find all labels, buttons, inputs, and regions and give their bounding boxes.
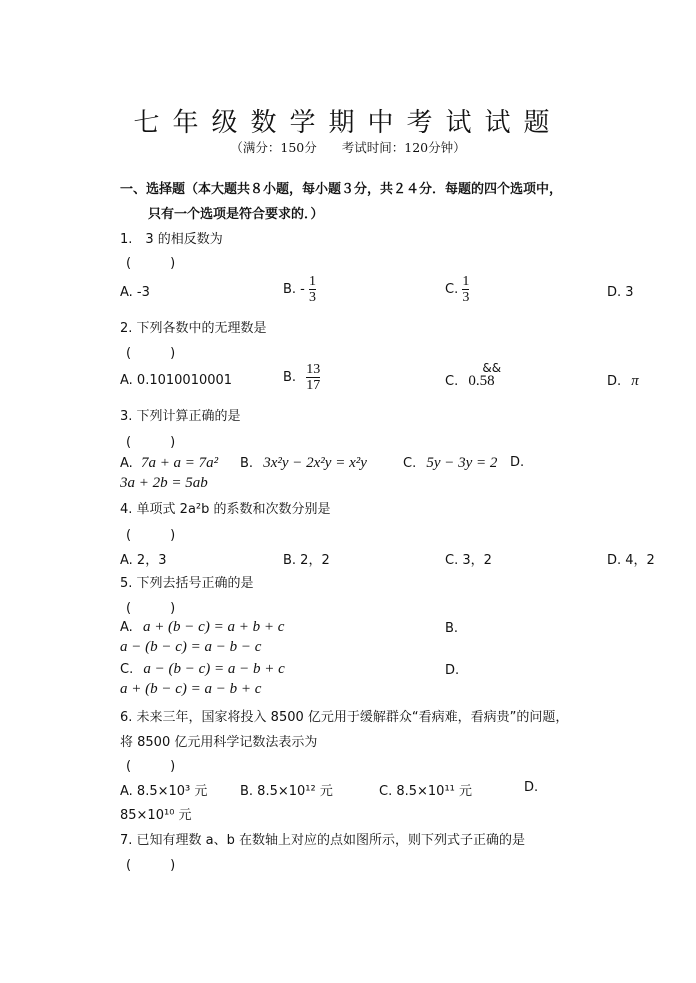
q5-option-a-prefix: A.: [120, 620, 133, 635]
q1-option-b-fraction: [309, 274, 316, 305]
fraction-denominator: 3: [462, 290, 470, 305]
section-heading-cont: 只有一个选项是符合要求的．）: [148, 207, 324, 222]
q3-answer-bracket: ( ): [126, 435, 176, 450]
q4-option-c: C. 3，2: [445, 553, 492, 568]
q2-option-c-prefix: C.: [445, 374, 459, 389]
q5-option-c: [120, 661, 285, 678]
q5-option-c-expr: a − (b − c) = a − b + c: [143, 661, 285, 677]
q2-option-a: A. 0.1010010001: [120, 373, 233, 388]
q2-answer-bracket: ( ): [126, 346, 176, 361]
fraction-numerator: 13: [306, 362, 321, 377]
pi-symbol: π: [631, 373, 639, 389]
q6-option-d-value: 85×10¹⁰ 元: [120, 808, 192, 823]
fraction-denominator: 3: [309, 290, 317, 305]
q4-stem: 4. 单项式 2a²b 的系数和次数分别是: [120, 502, 331, 517]
q1-option-c-fraction: [462, 274, 469, 305]
q3-option-a-prefix: A.: [120, 456, 133, 471]
q1-option-b: [283, 274, 316, 305]
exam-info: （满分：150分 考试时间：120分钟）: [230, 140, 466, 155]
q3-stem: 3. 下列计算正确的是: [120, 409, 241, 424]
q2-option-c-value: 0.58: [468, 373, 495, 389]
q1-option-c: [445, 274, 469, 305]
q1-answer-bracket: ( ): [126, 256, 176, 271]
q3-option-c-prefix: C.: [403, 456, 417, 471]
q2-option-c: [445, 361, 502, 390]
q7-stem: 7. 已知有理数 a、b 在数轴上对应的点如图所示，则下列式子正确的是: [120, 833, 526, 848]
q4-option-b: B. 2，2: [283, 553, 330, 568]
q5-option-a-expr: a + (b − c) = a + b + c: [142, 619, 285, 635]
q5-option-a: [120, 619, 284, 636]
q2-option-b-prefix: B.: [283, 370, 297, 385]
q5-option-c-prefix: C.: [120, 662, 134, 677]
q1-option-a: A. -3: [120, 285, 150, 300]
q3-option-a: [120, 455, 218, 472]
q5-answer-bracket: ( ): [126, 601, 176, 616]
q6-option-c: C. 8.5×10¹¹ 元: [379, 784, 473, 799]
fraction-numerator: 1: [309, 274, 317, 289]
q3-option-d-prefix: D.: [510, 455, 525, 470]
q3-option-c: [403, 455, 497, 472]
q6-answer-bracket: ( ): [126, 759, 176, 774]
q6-stem-line1: 6. 未来三年，国家将投入 8500 亿元用于缓解群众“看病难，看病贵”的问题，: [120, 710, 569, 725]
q6-option-a: A. 8.5×10³ 元: [120, 784, 208, 799]
q1-option-b-prefix: B. -: [283, 282, 305, 297]
q5-option-d-expr: a + (b − c) = a − b + c: [120, 681, 262, 697]
page-title: 七年级数学期中考试试题: [133, 108, 563, 138]
q3-option-b: [240, 455, 367, 472]
q2-stem: 2. 下列各数中的无理数是: [120, 321, 267, 336]
repeating-decimal-marks: &&: [482, 361, 502, 375]
q5-option-b-expr: a − (b − c) = a − b − c: [120, 639, 262, 655]
q5-option-b-prefix: B.: [445, 621, 459, 636]
q6-stem-line2: 将 8500 亿元用科学记数法表示为: [120, 735, 318, 750]
q4-option-d: D. 4，2: [607, 553, 655, 568]
q6-option-b: B. 8.5×10¹² 元: [240, 784, 333, 799]
q4-answer-bracket: ( ): [126, 528, 176, 543]
q7-answer-bracket: ( ): [126, 858, 176, 873]
q2-option-b-fraction: [306, 362, 320, 393]
q5-stem: 5. 下列去括号正确的是: [120, 576, 254, 591]
q3-option-b-expr: 3x²y − 2x²y = x²y: [263, 455, 367, 471]
section-heading: 一、选择题（本大题共８小题，每小题３分，共２４分．每题的四个选项中，: [120, 182, 563, 197]
q4-option-a: A. 2，3: [120, 553, 167, 568]
q3-option-c-expr: 5y − 3y = 2: [426, 455, 498, 471]
fraction-denominator: 17: [306, 378, 321, 393]
q3-option-b-prefix: B.: [240, 456, 254, 471]
q3-option-d-expr: 3a + 2b = 5ab: [120, 475, 208, 491]
fraction-numerator: 1: [462, 274, 470, 289]
q2-option-d-prefix: D.: [607, 374, 622, 389]
q1-option-c-prefix: C.: [445, 282, 459, 297]
q1-option-d: D. 3: [607, 285, 634, 300]
q3-option-a-expr: 7a + a = 7a²: [140, 455, 219, 471]
q5-option-d-prefix: D.: [445, 663, 460, 678]
q1-stem: 1. 3 的相反数为: [120, 232, 223, 247]
q2-option-b: [283, 362, 320, 393]
q6-option-d-prefix: D.: [524, 780, 539, 795]
q2-option-d: [607, 373, 639, 390]
